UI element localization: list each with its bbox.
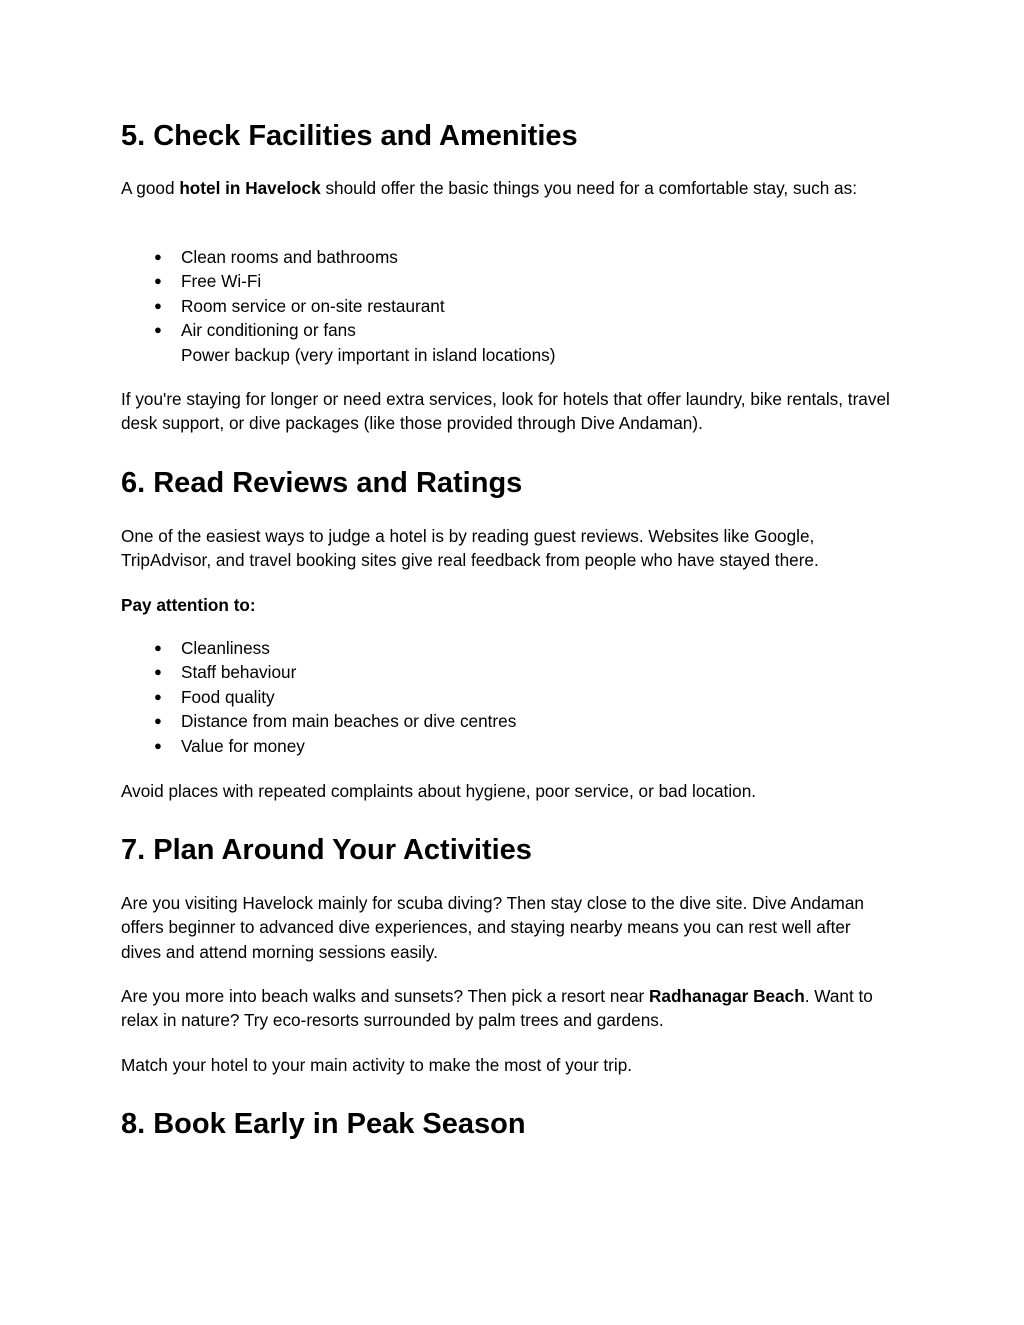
list-item-text: Value for money [181, 735, 305, 756]
bullet-icon: ● [154, 713, 162, 729]
bullet-icon: ● [154, 322, 162, 338]
list-item [121, 734, 516, 758]
list-item-text: Clean rooms and bathrooms [181, 247, 398, 267]
list-item [121, 685, 516, 709]
list-item-text: Power backup (very important in island locations) [181, 344, 556, 365]
list-item [121, 269, 555, 293]
list-item [121, 318, 555, 342]
section-6-list [121, 636, 516, 758]
bullet-icon: ● [154, 664, 162, 680]
section-5-closing: If you're staying for longer or need extra services, look for hotels that offer laundry, bike rentals, travel desk support, or dive packages (like those provided through Dive Andaman). [121, 389, 890, 434]
section-6-label-text: Pay attention to: [121, 595, 256, 615]
bullet-icon: ● [154, 273, 162, 289]
bullet-icon: ● [154, 297, 162, 313]
list-item [121, 660, 516, 684]
section-7-heading: 7. Plan Around Your Activities [121, 834, 532, 866]
section-5-intro-bold: hotel in Havelock [179, 178, 321, 198]
bullet-icon: ● [154, 640, 162, 655]
list-item-text: Cleanliness [181, 638, 270, 658]
list-item [121, 636, 516, 660]
section-7-paragraph-2-bold: Radhanagar Beach [649, 986, 805, 1006]
section-6-label [121, 593, 901, 617]
section-6-heading: 6. Read Reviews and Ratings [121, 467, 523, 499]
section-6-closing: Avoid places with repeated complaints about hygiene, poor service, or bad location. [121, 781, 757, 801]
section-5-list [121, 245, 555, 367]
section-7-paragraph-2-after: . Want to relax in nature? Try eco-resorts surrounded by palm trees and gardens. [121, 986, 873, 1031]
section-6-intro: One of the easiest ways to judge a hotel is by reading guest reviews. Websites like Google, TripAdvisor, and travel booking sites give real feedback from people who have stayed there. [121, 526, 819, 571]
bullet-icon: ● [154, 249, 162, 264]
section-8-heading: 8. Book Early in Peak Season [121, 1108, 526, 1140]
list-item [121, 245, 555, 269]
bullet-icon: ● [154, 688, 162, 704]
section-7-paragraph-2 [121, 984, 876, 1033]
section-5-intro-after: should offer the basic things you need for a comfortable stay, such as: [320, 178, 857, 198]
list-item-text: Distance from main beaches or dive centres [181, 711, 517, 732]
section-5-heading: 5. Check Facilities and Amenities [121, 120, 578, 152]
list-item-text: Food quality [181, 686, 275, 707]
section-7-paragraph-3: Match your hotel to your main activity to make the most of your trip. [121, 1055, 633, 1075]
list-item [121, 294, 555, 318]
list-item-text: Air conditioning or fans [181, 320, 356, 341]
list-item-text: Staff behaviour [181, 662, 297, 683]
bullet-icon: ● [154, 737, 162, 753]
section-5-intro-before: A good [121, 178, 180, 198]
list-item [121, 343, 555, 367]
list-item-text: Free Wi-Fi [181, 271, 262, 292]
list-item [121, 709, 516, 733]
section-5-intro [121, 176, 891, 200]
section-7-paragraph-2-before: Are you more into beach walks and sunsets? Then pick a resort near [121, 986, 650, 1006]
section-7-paragraph-1: Are you visiting Havelock mainly for scuba diving? Then stay close to the dive site. Dive Andaman offers beginner to advanced dive experiences, and staying nearby means you can rest well after dives and attend morning sessions easily. [121, 893, 864, 962]
list-item-text: Room service or on-site restaurant [181, 295, 445, 316]
